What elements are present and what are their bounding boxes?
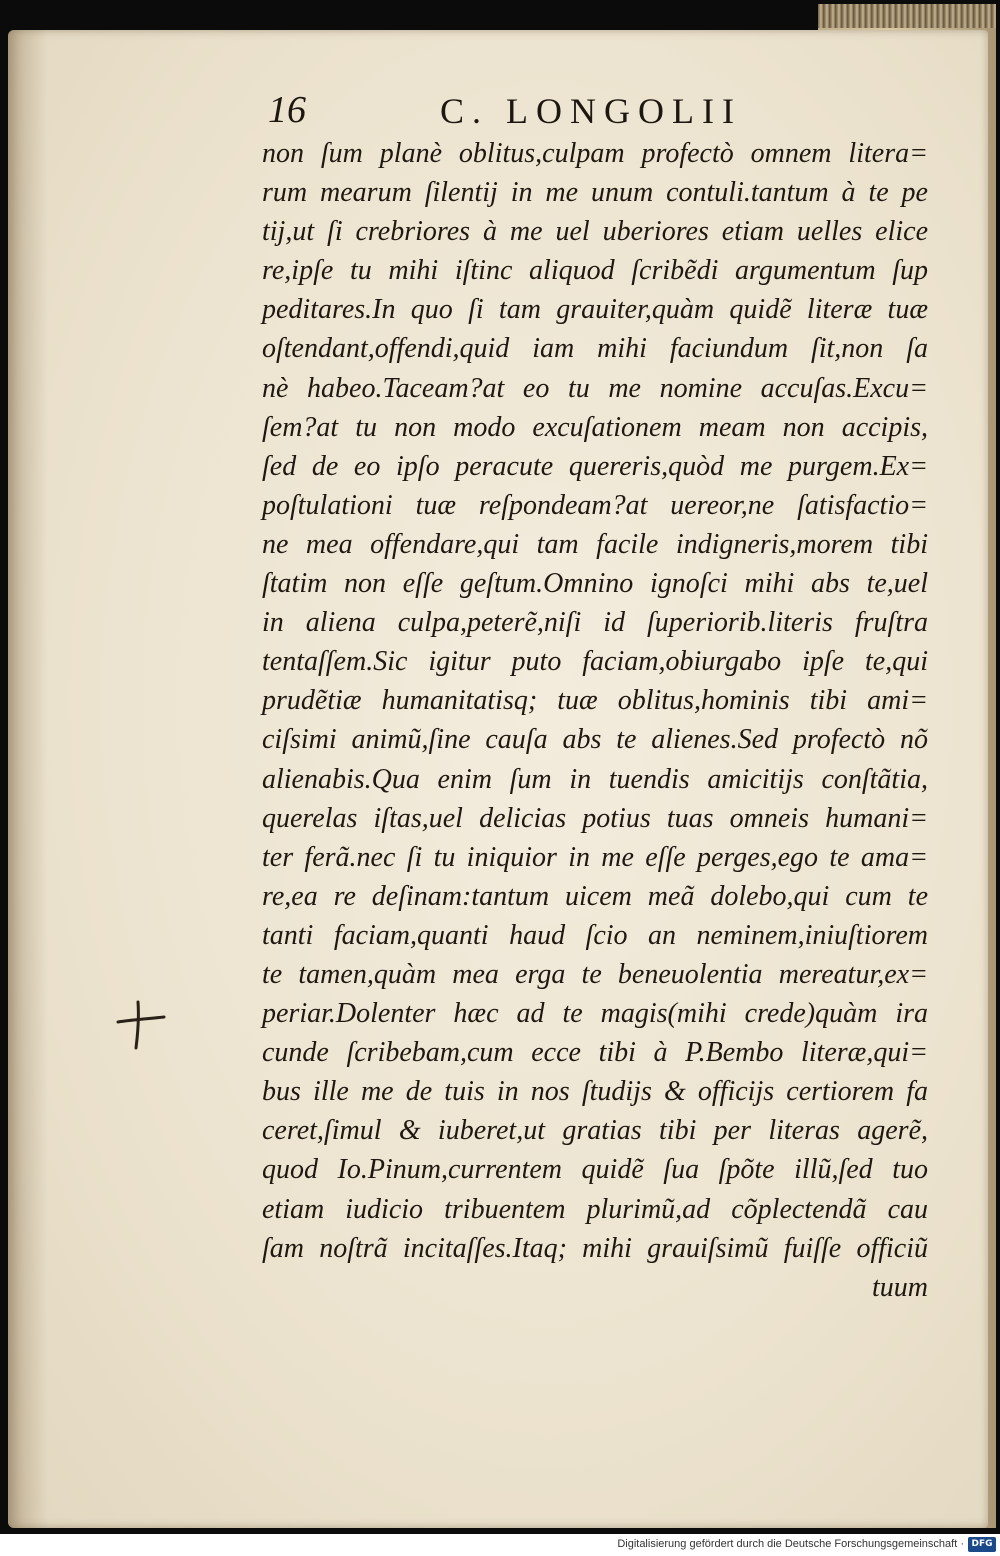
text-line: etiam iudicio tribuentem plurimũ,ad cõplectendã cau [262, 1193, 928, 1225]
footer-credit: Digitalisierung gefördert durch die Deutsche Forschungsgemeinschaft · [617, 1538, 964, 1550]
text-line: peditares.In quo ſi tam grauiter,quàm quidẽ literæ tuæ [262, 294, 928, 326]
catchword: tuum [872, 1271, 928, 1303]
gutter-shadow [8, 30, 48, 1528]
text-line: bus ille me de tuis in nos ſtudijs & officijs certiorem fa [262, 1076, 928, 1108]
text-line: rum mearum ſilentij in me unum contuli.tantum à te pe [262, 177, 928, 209]
text-line: ſem?at tu non modo excuſationem meam non accipis, [262, 411, 928, 443]
text-line: ſed de eo ipſo peracute quereris,quòd me purgem.Ex= [262, 450, 928, 482]
running-head [268, 88, 908, 132]
text-line: ne mea offendare,qui tam facile indigneris,morem tibi [262, 528, 928, 560]
text-line: in aliena culpa,peterẽ,niſi id ſuperiorib.literis fruſtra [262, 607, 928, 639]
text-line: nè habeo.Taceam?at eo tu me nomine accuſas.Excu= [262, 372, 928, 404]
page-number: 16 [268, 89, 306, 131]
text-line: cunde ſcribebam,cum ecce tibi à P.Bembo literæ,qui= [262, 1037, 928, 1069]
text-line: non ſum planè oblitus,culpam profectò omnem litera= [262, 138, 928, 169]
dfg-logo: DFG [968, 1537, 996, 1552]
text-line: te tamen,quàm mea erga te beneuolentia mereatur,ex= [262, 958, 928, 990]
text-line: ciſsimi animũ,ſine cauſa abs te alienes.Sed profectò nõ [262, 724, 928, 756]
text-line: re,ipſe tu mihi iſtinc aliquod ſcribẽdi argumentum ſup [262, 255, 928, 287]
cross-mark-icon [116, 998, 166, 1050]
text-line: ſam noſtrã incitaſſes.Itaq; mihi grauiſsimũ fuiſſe officiũ [262, 1232, 928, 1264]
text-line: re,ea re deſinam:tantum uicem meã dolebo,qui cum te [262, 880, 928, 912]
text-line: querelas iſtas,uel delicias potius tuas omneis humani= [262, 802, 928, 834]
text-line: alienabis.Qua enim ſum in tuendis amicitijs conſtãtia, [262, 763, 928, 795]
text-line: oſtendant,offendi,quid iam mihi faciundum ſit,non ſa [262, 333, 928, 365]
footer-bar [0, 1534, 1000, 1556]
page-stack-top [818, 4, 996, 28]
text-line: ceret,ſimul & iuberet,ut gratias tibi per literas agerẽ, [262, 1115, 928, 1147]
text-line: tij,ut ſi crebriores à me uel uberiores etiam uelles elice [262, 216, 928, 248]
text-line: ſtatim non eſſe geſtum.Omnino ignoſci mihi abs te,uel [262, 568, 928, 600]
text-line: periar.Dolenter hæc ad te magis(mihi crede)quàm ira [262, 998, 928, 1030]
text-line: ter ferã.nec ſi tu iniquior in me eſſe perges,ego te ama= [262, 841, 928, 873]
running-title: C. LONGOLII [440, 91, 742, 131]
body-text [262, 134, 928, 1307]
text-line: tentaſſem.Sic igitur puto faciam,obiurgabo ipſe te,qui [262, 646, 928, 678]
text-line: prudẽtiæ humanitatisq; tuæ oblitus,hominis tibi ami= [262, 685, 928, 717]
text-line: quod Io.Pinum,currentem quidẽ ſua ſpõte illũ,ſed tuo [262, 1154, 928, 1186]
text-line: tanti faciam,quanti haud ſcio an neminem,iniuſtiorem [262, 919, 928, 951]
text-line: poſtulationi tuæ reſpondeam?at uereor,ne ſatisfactio= [262, 489, 928, 521]
